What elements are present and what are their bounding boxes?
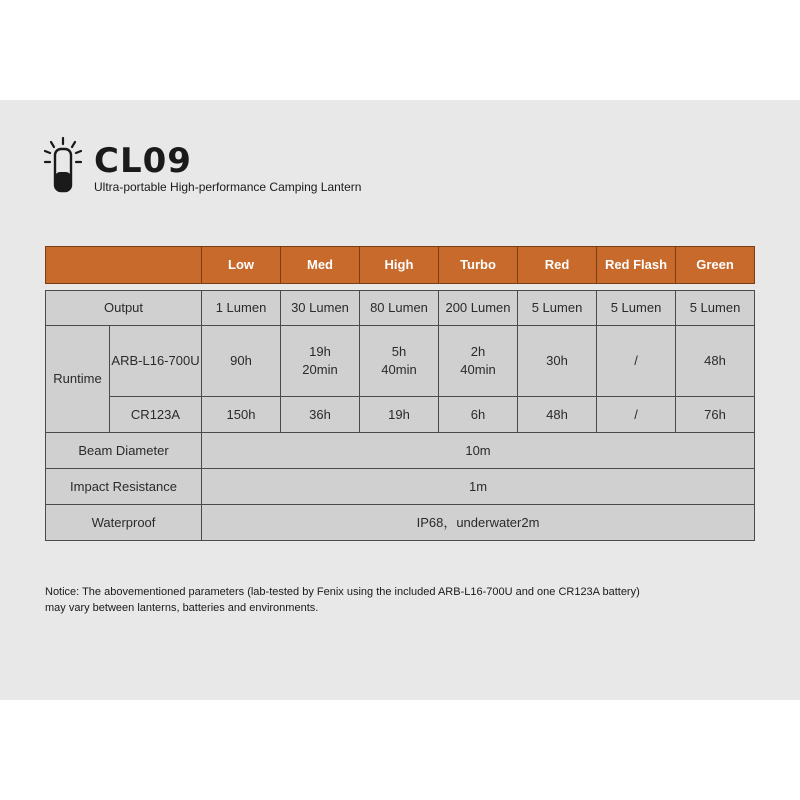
runtime-cell: 36h bbox=[281, 397, 360, 433]
notice-line-2: may vary between lanterns, batteries and environments. bbox=[45, 602, 319, 614]
impact-resistance-label: Impact Resistance bbox=[46, 469, 202, 505]
mode-header-red-flash: Red Flash bbox=[597, 247, 676, 284]
mode-header-turbo: Turbo bbox=[439, 247, 518, 284]
runtime-cell: 6h bbox=[439, 397, 518, 433]
product-subtitle: Ultra-portable High-performance Camping Lantern bbox=[94, 180, 362, 194]
waterproof-label: Waterproof bbox=[46, 505, 202, 541]
runtime-row-cr123a bbox=[46, 397, 755, 433]
mode-header-green: Green bbox=[676, 247, 755, 284]
output-cell: 80 Lumen bbox=[360, 291, 439, 326]
beam-diameter-row bbox=[46, 433, 755, 469]
runtime-cell: 19h 20min bbox=[281, 326, 360, 397]
mode-header-high: High bbox=[360, 247, 439, 284]
header-corner bbox=[46, 247, 202, 284]
notice-text bbox=[45, 584, 640, 616]
beam-diameter-label: Beam Diameter bbox=[46, 433, 202, 469]
output-cell: 30 Lumen bbox=[281, 291, 360, 326]
runtime-cell: 30h bbox=[518, 326, 597, 397]
spec-table bbox=[45, 246, 755, 541]
output-cell: 200 Lumen bbox=[439, 291, 518, 326]
runtime-cell: / bbox=[597, 326, 676, 397]
runtime-cell: 5h 40min bbox=[360, 326, 439, 397]
impact-resistance-row bbox=[46, 469, 755, 505]
output-label: Output bbox=[46, 291, 202, 326]
notice-line-1: Notice: The abovementioned parameters (lab-tested by Fenix using the included ARB-L16-700U and one CR123A battery) bbox=[45, 586, 640, 598]
lantern-icon bbox=[44, 136, 82, 194]
output-row bbox=[46, 291, 755, 326]
impact-resistance-value: 1m bbox=[202, 469, 755, 505]
runtime-label: Runtime bbox=[46, 326, 110, 433]
beam-diameter-value: 10m bbox=[202, 433, 755, 469]
runtime-cell: / bbox=[597, 397, 676, 433]
output-cell: 1 Lumen bbox=[202, 291, 281, 326]
waterproof-row bbox=[46, 505, 755, 541]
output-cell: 5 Lumen bbox=[676, 291, 755, 326]
mode-header-med: Med bbox=[281, 247, 360, 284]
output-cell: 5 Lumen bbox=[518, 291, 597, 326]
runtime-cell: 90h bbox=[202, 326, 281, 397]
runtime-cell: 48h bbox=[518, 397, 597, 433]
mode-header-low: Low bbox=[202, 247, 281, 284]
runtime-cell: 48h bbox=[676, 326, 755, 397]
runtime-cell: 19h bbox=[360, 397, 439, 433]
waterproof-value: IP68，underwater2m bbox=[202, 505, 755, 541]
output-cell: 5 Lumen bbox=[597, 291, 676, 326]
model-name: CL09 bbox=[94, 141, 192, 181]
battery-label: CR123A bbox=[110, 397, 202, 433]
mode-header-red: Red bbox=[518, 247, 597, 284]
battery-label: ARB-L16-700U bbox=[110, 326, 202, 397]
runtime-cell: 150h bbox=[202, 397, 281, 433]
runtime-cell: 2h 40min bbox=[439, 326, 518, 397]
runtime-row-arb bbox=[46, 326, 755, 397]
header-row bbox=[46, 247, 755, 284]
runtime-cell: 76h bbox=[676, 397, 755, 433]
